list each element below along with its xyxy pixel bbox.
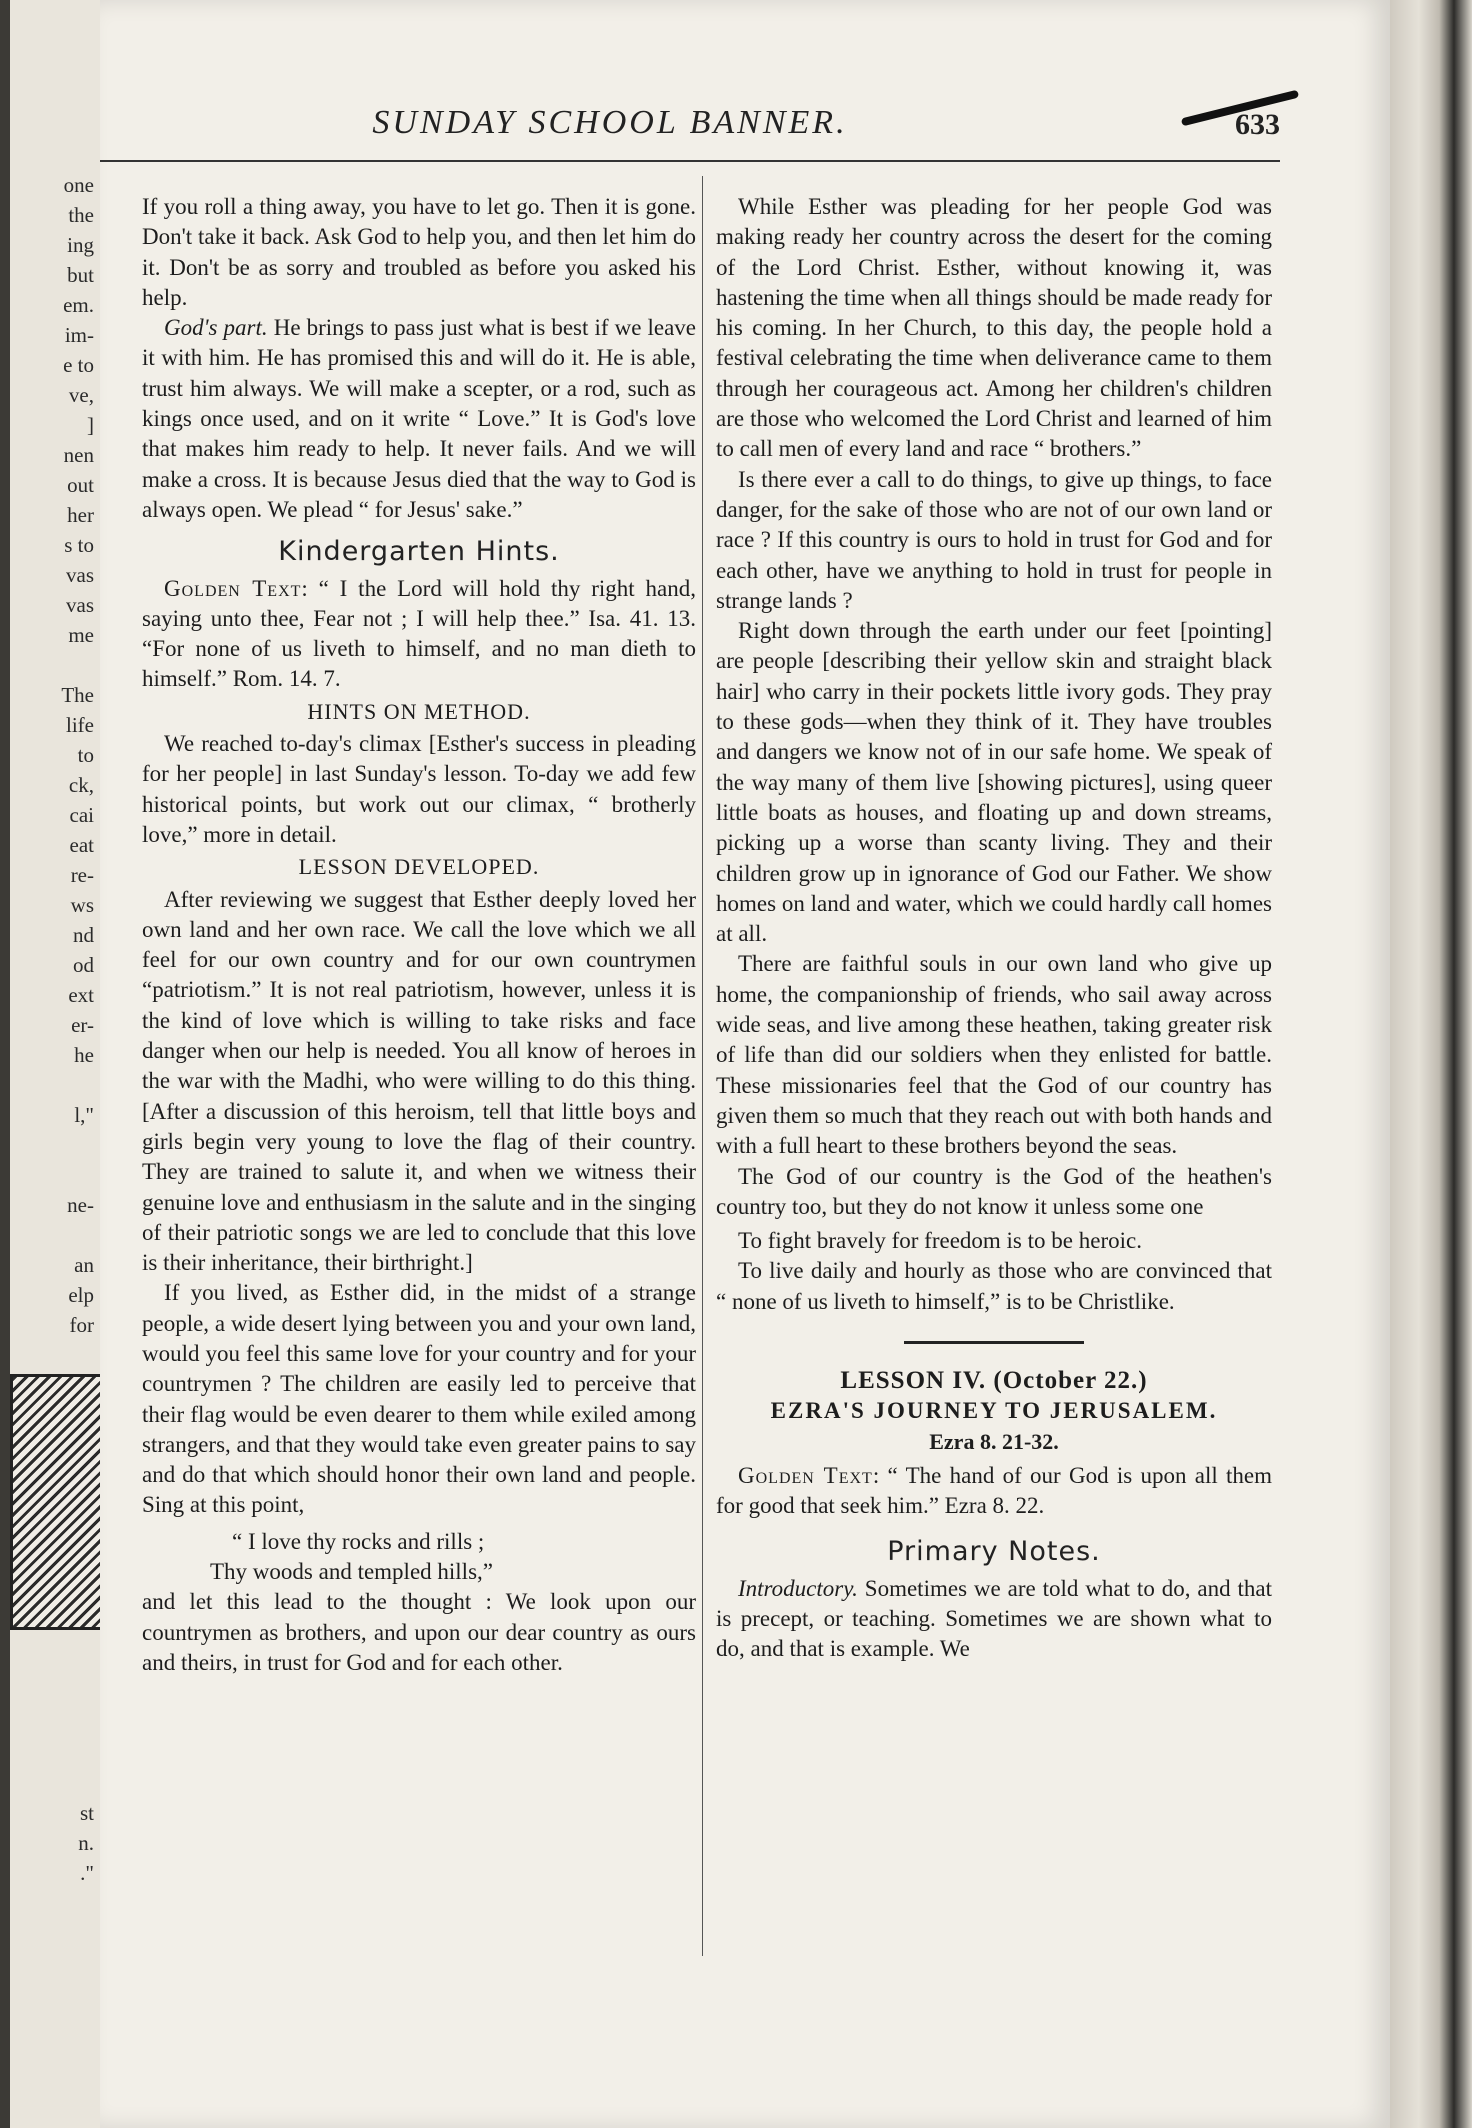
paragraph: and let this lead to the thought : We look upon our countrymen as brothers, and upon our dear country as ours and theirs, in trust for God and for each other. [142,1589,696,1675]
run-in-heading: God's part. [164,315,268,341]
paragraph: Is there ever a call to do things, to give up things, to face danger, for the sake of those who are not of our own land or race ? If this country is ours to hold in trust for God and for each other, have we anything to hold in trust for people in strange lands ? [716,466,1272,613]
margin-fragment: ve, [68,383,94,407]
paragraph: After reviewing we suggest that Esther deeply loved her own land and her own race. We call the love which we all feel for our own country and for our own countrymen “patriotism.” It is not real patriotism, however, unless it is the kind of love which is willing to take risks and face danger when our help is needed. You all know of heroes in the war with the Madhi, who were willing to do this thing. [After a discussion of this heroism, tell that little boys and girls begin very young to love the flag of their country. They are trained to salute it, and when we witness their genuine love and enthusiasm in the salute and in the singing of their patriotic songs we are led to conclude that this love is their inheritance, their birthright.] [142,886,696,1276]
run-in-heading: Introductory. [738,1575,858,1601]
section-divider [904,1341,1084,1344]
verse-line: “ I love thy rocks and rills ; [232,1528,485,1554]
margin-fragment: vas [66,563,94,587]
paragraph-text: He brings to pass just what is best if we leave it with him. He has promised this and will do it. He is able, trust him always. We will make a scepter, or a rod, such as kings once used, and on it write “ Love.” It is God's love that makes him ready to help. It never fails. And we will make a cross. It is because Jesus died that the way to God is always open. We plead “ for Jesus' sake.” [142,315,697,522]
paragraph: To fight bravely for freedom is to be heroic. [738,1228,1142,1254]
margin-fragment: ne- [67,1193,94,1217]
golden-text-body: : “ The hand of our God is upon all them for good that seek him.” Ezra 8. 22. [716,1462,1272,1519]
margin-fragment: l," [74,1103,94,1127]
margin-fragment: he [74,1043,94,1067]
paragraph: There are faithful souls in our own land who give up home, the companionship of friends, who sail away across wide seas, and live among these heathen, taking greater risk of life than did our soldiers when they enlisted for battle. These missionaries feel that the God of our country has given them so much that they reach out with both hands and with a full heart to these brothers beyond the seas. [716,951,1272,1159]
margin-fragment: ws [70,893,94,917]
right-column [716,192,1272,1665]
paragraph: If you roll a thing away, you have to let go. Then it is gone. Don't take it back. Ask God to help you, and then let him do it. Don't be as sorry and troubled as before you asked his help. [142,194,696,310]
margin-fragment: to [77,743,94,767]
paragraph: While Esther was pleading for her people God was making ready her country across the desert for the coming of the Lord Christ. Esther, without knowing it, was hastening the time when all things should be made ready for his coming. In her Church, to this day, the people hold a festival celebrating the time when deliverance came to them through her courageous act. Among her children's children are those who welcomed the Lord Christ and learned of him to call men of every land and race “ brothers.” [716,194,1272,462]
margin-fragment: for [69,1313,94,1337]
margin-fragment [61,1160,94,1190]
verse-line: Thy woods and templed hills,” [210,1559,493,1585]
binding-shadow [0,0,10,2128]
margin-fragment: s to [64,533,94,557]
margin-fragment: re- [70,863,94,887]
margin-fragment: nd [73,923,94,947]
paragraph [716,1574,1272,1665]
margin-fragment: the [68,203,94,227]
margin-fragment: ext [68,983,94,1007]
verse [210,1527,696,1588]
margin-fragments-bottom [78,1798,94,1888]
margin-fragment: ing [67,233,94,257]
section-heading: Primary Notes. [887,1536,1101,1568]
margin-fragment: em. [63,293,94,317]
paragraph-text: Sometimes we are told what to do, and that is precept, or teaching. Sometimes we are shown what to do, and that is example. We [716,1575,1272,1662]
paragraph: To live daily and hourly as those who are convinced that “ none of us liveth to himself,” is to be Christlike. [716,1258,1272,1314]
running-title: SUNDAY SCHOOL BANNER. [372,104,848,141]
margin-fragment [61,650,94,680]
column-rule [702,176,703,1956]
subheading: LESSON DEVELOPED. [298,854,540,880]
section-heading: Kindergarten Hints. [278,536,560,568]
margin-fragment: one [63,173,94,197]
margin-fragment: e to [63,353,94,377]
lesson-heading [716,1366,1272,1396]
golden-text-label: Golden Text [738,1462,873,1488]
engraving-fragment [10,1374,100,1630]
margin-fragment: nen [63,443,94,467]
margin-fragment: eat [69,833,94,857]
margin-fragment: out [67,473,94,497]
margin-fragment: ." [80,1861,94,1885]
page-header [100,96,1280,162]
margin-fragment [61,1220,94,1250]
paragraph [142,313,696,525]
margin-fragment: elp [68,1283,94,1307]
margin-fragment: cai [69,803,94,827]
margin-fragment: ] [87,413,94,437]
margin-fragment: her [67,503,94,527]
page-number: 633 [1235,108,1280,141]
margin-fragment: st [79,1801,94,1825]
subheading: HINTS ON METHOD. [307,698,531,724]
margin-fragment: od [73,953,94,977]
margin-fragment [61,1070,94,1100]
paragraph: If you lived, as Esther did, in the midst of a strange people, a wide desert lying between you and your own land, would you feel this same love for your country and for your countrymen ? The children are easily led to perceive that their flag would be even dearer to them while exiled among strangers, and that they would take even greater pains to say and do that which should honor their own land and people. Sing at this point, [142,1280,696,1518]
golden-text [716,1461,1272,1522]
margin-fragment [61,1130,94,1160]
facing-page-edge [0,0,100,2128]
lesson-number: LESSON IV. [840,1366,987,1394]
margin-fragment: me [68,623,94,647]
margin-fragment: im- [64,323,94,347]
golden-text-body: : “ I the Lord will hold thy right hand, saying unto thee, Fear not ; I will help thee.” Isa. 41. 13. “For none of us liveth to himself, and no man dieth to himself.” Rom. 14. 7. [142,575,696,692]
margin-fragment: but [67,263,94,287]
lesson-title: EZRA'S JOURNEY TO JERUSALEM. [770,1398,1218,1424]
lesson-reference: Ezra 8. 21-32. [929,1428,1059,1454]
golden-text [142,574,696,695]
margin-fragment: vas [66,593,94,617]
margin-fragment: The [61,683,94,707]
paragraph: We reached to-day's climax [Esther's success in pleading for her people] in last Sunday's lesson. To-day we add few historical points, but work out our climax, “ brotherly love,” more in detail. [142,731,696,847]
margin-fragment: n. [78,1831,94,1855]
lesson-date: (October 22.) [993,1366,1148,1394]
margin-fragment: life [66,713,94,737]
left-column [142,192,696,1678]
page-right-edge [1390,0,1472,2128]
paragraph: The God of our country is the God of the heathen's country too, but they do not know it unless some one [716,1163,1272,1219]
margin-fragments-top [61,170,94,1340]
golden-text-label: Golden Text [164,575,302,601]
margin-fragment: ck, [68,773,94,797]
paragraph: Right down through the earth under our feet [pointing] are people [describing their yellow skin and straight black hair] who carry in their pockets little ivory gods. They pray to these gods—when they think of it. They have troubles and dangers we know not of in our safe home. We speak of the way many of them live [showing pictures], using queer little boats as houses, and floating up and down streams, picking up a worse than scanty living. They and their children grow up in ignorance of God our Father. We show homes on land and water, which we could hardly call homes at all. [716,618,1272,947]
margin-fragment: an [74,1253,94,1277]
margin-fragment: er- [71,1013,94,1037]
